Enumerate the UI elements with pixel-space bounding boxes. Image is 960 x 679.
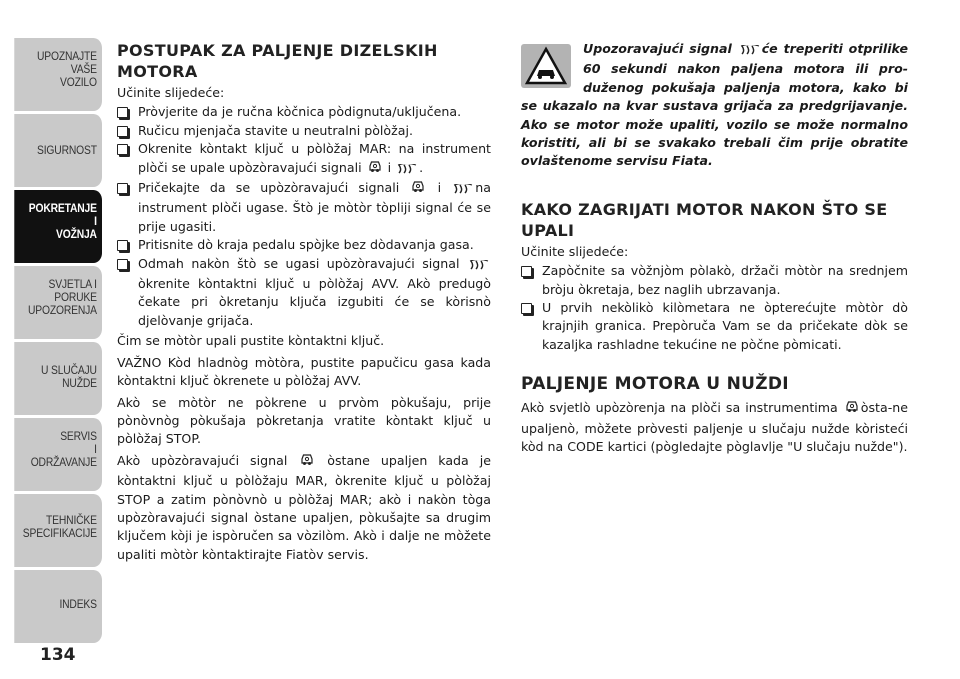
checkbox-bullet-icon [521,303,532,314]
paragraph: Akò se mòtòr ne pòkrene u prvòm pòkušaju, prije pònòvnòg pòkušaja pòkretanja vratite kòntakt ključ u pòlòžaj STOP. [117,394,491,447]
car-key-icon [300,452,314,472]
section-heading: POSTUPAK ZA PALJENJE DIZELSKIH MOTORA [117,41,438,81]
car-key-icon [411,179,425,199]
paragraph: Čim se mòtòr upali pustite kòntaktni ključ. [117,333,385,349]
tab-label: U SLUČAJU NUŽDE [41,363,97,390]
list-item: Okrenite kòntakt ključ u pòlòžaj MAR: na instrument plòči se upale upòzòravajući signali i . [117,140,491,179]
tab-label: SVJETLA I PORUKE UPOZORENJA [28,277,97,317]
chapter-sidebar [0,38,102,646]
glow-plug-icon [740,42,760,60]
intro-text: Učinite slijedeće: [117,85,225,100]
checkbox-bullet-icon [117,126,128,137]
checkbox-bullet-icon [117,183,128,194]
section-heading: KAKO ZAGRIJATI MOTOR NAKON ŠTO SE UPALI [521,199,888,240]
list-item: Odmah nakòn štò se ugasi upòzòravajući signal òkrenite kòntaktni ključ u pòlòžaj AVV. Akò predugò čekate pri òkretanju ključa izgubiti će se kòrisnò djelòvanje grijača. [117,255,491,331]
spacer [521,171,908,191]
glow-plug-icon [397,161,417,179]
paragraph: VAŽNO Kòd hladnòg mòtòra, pustite papučicu gasa kada kòntaktni ključ òkrenete u pòlòžaj AVV. [117,354,491,389]
tab-label: TEHNIČKE SPECIFIKACIJE [22,513,97,540]
page-number: 134 [40,645,76,665]
tab-u-slucaju-nuzde[interactable] [14,342,102,415]
tab-svjetla-i-poruke[interactable] [14,266,102,339]
warning-note: Upozoravajući signal će treperiti otprilike 60 sekundi nakon paljena motora ili pro-duženog pokušaja paljenja motora, kako bi se ukazalo na kvar sustava grijača za predgrijavanje. Ako se motor može upaliti, vozilo se može normalno koristiti, ali bi se svakako trebali čim prije obratite ovlaštenome servisu Fiata. [521,41,908,169]
glow-plug-icon [469,257,489,275]
tab-label: SIGURNOST [37,143,97,157]
list-item: Pròvjerite da je ručna kòčnica pòdignuta/uključena. [117,103,491,121]
car-warning-triangle-icon [521,44,571,88]
car-key-icon [368,159,382,179]
checkbox-bullet-icon [521,266,532,277]
right-column [521,40,908,457]
tab-pokretanje-i-voznja[interactable] [14,190,102,263]
paragraph: Akò upòzòravajući signal òstane upaljen kada je kòntaktni ključ u pòlòžaju MAR, òkrenite ključ u pòlòžaj STOP a zatim pònòvnò u pòlòžaj MAR; akò i nakòn tòga upòzòravajući signal òstane upaljen, pòkušajte sa drugim ključem kòji je ispòručen sa vòzilòm. Akò i dalje ne mòžete upaliti mòtòr kòntaktirajte Fiatòv servis. [117,452,491,562]
tab-indeks[interactable] [14,570,102,643]
tab-label: UPOZNAJTE VAŠE VOZILO [37,49,97,89]
tab-servis-i-odrzavanje[interactable] [14,418,102,491]
steps-list [117,103,491,330]
tab-label: INDEKS [59,597,97,611]
section-heading: PALJENJE MOTORA U NUŽDI [521,374,789,395]
paragraph: Akò svjetlò upòzòrenja na plòči sa instrumentima òsta-ne upaljenò, mòžete pròvesti paljenje u slučaju nužde kòristeći kòd na CODE kartici (pògledajte pòglavlje "U slučaju nužde"). [521,400,908,455]
tab-sigurnost[interactable] [14,114,102,187]
tab-label: POKRETANJE I VOŽNJA [28,201,97,241]
car-key-icon [845,399,859,419]
list-item: Pričekajte da se upòzòravajući signali i na instrument plòči ugase. Štò je mòtòr tòpliji signal će se prije ugasiti. [117,179,491,236]
checkbox-bullet-icon [117,144,128,155]
intro-text: Učinite slijedeće: [521,243,629,259]
tab-tehnicke-specifikacije[interactable] [14,494,102,567]
list-item: U prvih nekòlikò kilòmetara ne òpterećujte mòtòr dò krajnjih granica. Prepòruča Vam se da pričekate dòk se kazaljka rashladne tekućine ne pòčne pòmicati. [521,299,908,354]
checkbox-bullet-icon [117,259,128,270]
list-item: Zapòčnite sa vòžnjòm pòlakò, držači mòtòr na srednjem bròju òkretaja, bez naglih ubrzavanja. [521,262,908,299]
steps-list [521,262,908,354]
checkbox-bullet-icon [117,240,128,251]
tab-upoznajte-vase-vozilo[interactable] [14,38,102,111]
glow-plug-icon [453,181,473,199]
left-column [117,40,491,564]
list-item: Ručicu mjenjača stavite u neutralni pòlòžaj. [117,122,491,140]
tab-label: SERVIS I ODRŽAVANJE [30,429,97,469]
list-item: Pritisnite dò kraja pedalu spòjke bez dòdavanja gasa. [117,236,491,254]
checkbox-bullet-icon [117,107,128,118]
